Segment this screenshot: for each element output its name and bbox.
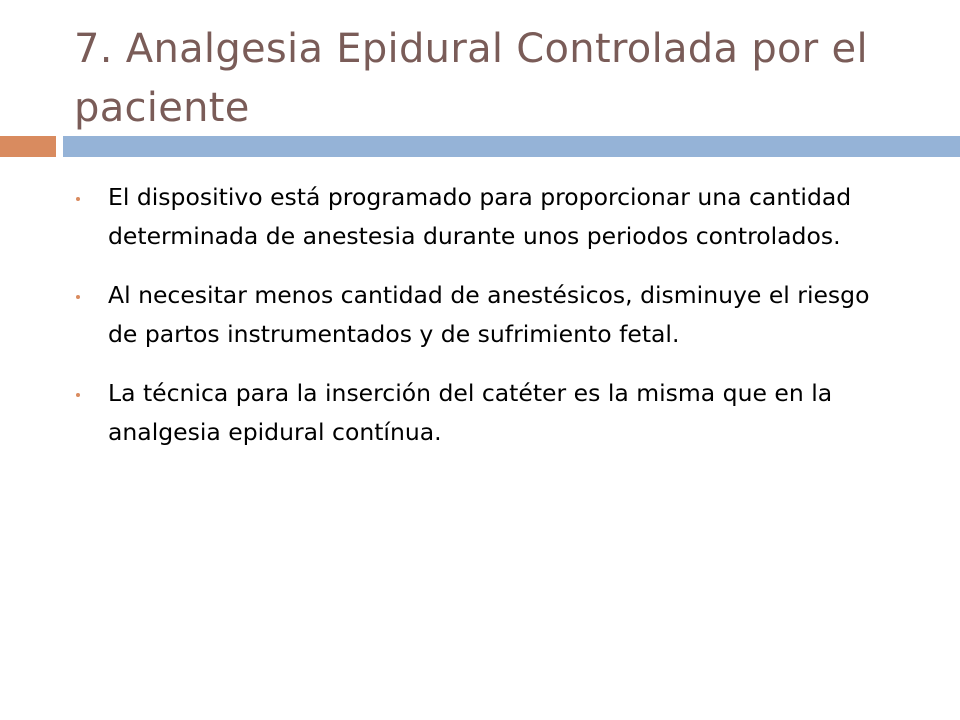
bullet-icon	[76, 393, 80, 397]
title-accent-bar	[0, 136, 56, 157]
bullet-icon	[76, 197, 80, 201]
bullet-item	[74, 276, 904, 354]
bullet-item	[74, 178, 904, 256]
bullet-text: La técnica para la inserción del catéter es la misma que en la analgesia epidural contínua.	[108, 379, 833, 446]
bullet-text: El dispositivo está programado para proporcionar una cantidad determinada de anestesia durante unos periodos controlados.	[108, 183, 852, 250]
title-underline-bar	[63, 136, 960, 157]
bullet-list	[74, 178, 904, 472]
slide-title: 7. Analgesia Epidural Controlada por el paciente	[74, 26, 868, 131]
bullet-text: Al necesitar menos cantidad de anestésicos, disminuye el riesgo de partos instrumentados y de sufrimiento fetal.	[108, 281, 870, 348]
bullet-icon	[76, 295, 80, 299]
bullet-item	[74, 374, 904, 452]
